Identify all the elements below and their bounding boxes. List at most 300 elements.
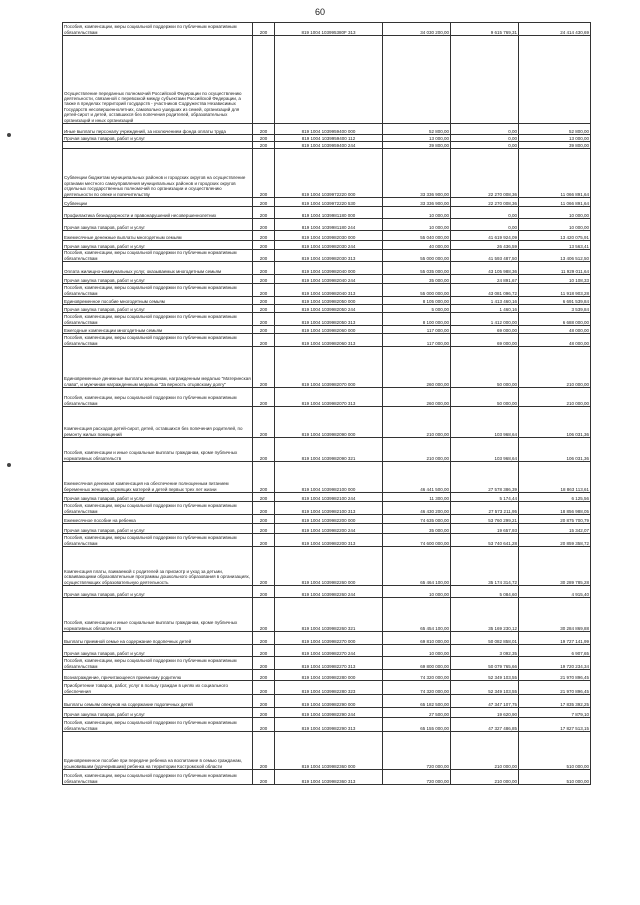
row-remaining-amount: 48 000,00 [519, 334, 591, 347]
row-planned-amount: 65 464 100,00 [383, 547, 451, 586]
table-row [63, 231, 591, 241]
row-classification-code: 819 1004 1039982090 321 [275, 438, 383, 462]
row-planned-amount: 27 500,00 [383, 708, 451, 718]
row-classification-code: 819 1004 1039982290 000 [275, 695, 383, 708]
row-name: Прочая закупка товаров, работ и услуг [63, 219, 253, 231]
row-name: Пособия, компенсации, меры социальной поддержки по публичным нормативным обязательствам [63, 23, 253, 36]
row-executed-amount: 50 000,00 [451, 388, 519, 407]
row-executed-amount: 210 000,00 [451, 732, 519, 770]
row-vr-code: 200 [253, 250, 275, 262]
table-row [63, 284, 591, 297]
row-vr-code: 200 [253, 586, 275, 598]
row-name [63, 142, 253, 149]
row-remaining-amount: 11 066 891,64 [519, 198, 591, 207]
row-planned-amount: 74 320 000,00 [383, 670, 451, 681]
table-row [63, 462, 591, 493]
row-name: Прочая закупка товаров, работ и услуг [63, 241, 253, 250]
table-row [63, 250, 591, 262]
table-row [63, 632, 591, 645]
row-vr-code: 200 [253, 515, 275, 524]
row-planned-amount: 13 000,00 [383, 135, 451, 142]
table-row [63, 695, 591, 708]
row-vr-code: 200 [253, 142, 275, 149]
row-planned-amount: 10 000,00 [383, 586, 451, 598]
row-remaining-amount: 10 000,00 [519, 219, 591, 231]
row-remaining-amount: 106 031,36 [519, 407, 591, 438]
table-row [63, 305, 591, 313]
row-vr-code: 200 [253, 598, 275, 632]
row-vr-code: 200 [253, 149, 275, 198]
row-classification-code: 819 1004 1039982050 000 [275, 297, 383, 305]
row-name: Единовременное пособие при передаче ребенка на воспитание в семью гражданам, усыновившим (удочерившим) ребенка на территории Костромской области [63, 732, 253, 770]
row-classification-code: 819 1004 1039982070 313 [275, 388, 383, 407]
row-planned-amount: 69 800 000,00 [383, 657, 451, 670]
row-vr-code: 200 [253, 732, 275, 770]
row-classification-code: 819 1004 1039982040 244 [275, 275, 383, 284]
row-classification-code: 819 1004 1039959400 244 [275, 142, 383, 149]
row-planned-amount: 11 300,00 [383, 493, 451, 502]
row-executed-amount: 47 327 486,85 [451, 718, 519, 732]
row-remaining-amount: 39 800,00 [519, 142, 591, 149]
row-name: Прочая закупка товаров, работ и услуг [63, 524, 253, 534]
row-vr-code: 200 [253, 681, 275, 695]
row-remaining-amount: 13 000,00 [519, 135, 591, 142]
row-classification-code: 819 1004 1039982200 000 [275, 515, 383, 524]
table-row [63, 334, 591, 347]
row-remaining-amount: 510 000,00 [519, 770, 591, 785]
row-name: Единовременные денежные выплаты женщинам, награжденным медалью "Материнская слава", и мужчинам награжденным медалью "За верность отцовскому долгу" [63, 347, 253, 388]
row-vr-code: 200 [253, 284, 275, 297]
row-planned-amount: 65 182 500,00 [383, 695, 451, 708]
row-vr-code: 200 [253, 198, 275, 207]
table-row [63, 708, 591, 718]
row-classification-code: 819 1004 1039982060 313 [275, 334, 383, 347]
row-vr-code: 200 [253, 347, 275, 388]
row-classification-code: 819 1004 1039982030 000 [275, 231, 383, 241]
row-executed-amount [451, 36, 519, 124]
row-vr-code: 200 [253, 670, 275, 681]
table-row [63, 732, 591, 770]
row-executed-amount: 52 349 103,55 [451, 681, 519, 695]
row-planned-amount: 33 336 900,00 [383, 149, 451, 198]
row-classification-code: 819 1004 1039959400 112 [275, 135, 383, 142]
row-classification-code: 819 1004 1039982270 313 [275, 657, 383, 670]
row-name: Прочая закупка товаров, работ и услуг [63, 275, 253, 284]
row-planned-amount: 8 100 000,00 [383, 313, 451, 326]
row-executed-amount: 1 412 000,00 [451, 313, 519, 326]
row-remaining-amount: 17 827 513,15 [519, 718, 591, 732]
row-classification-code: 819 1004 1039982260 244 [275, 586, 383, 598]
row-remaining-amount: 52 800,00 [519, 124, 591, 135]
row-remaining-amount: 6 688 000,00 [519, 313, 591, 326]
row-name: Пособия, компенсации, меры социальной поддержки по публичным нормативным обязательствам [63, 388, 253, 407]
row-vr-code: 200 [253, 632, 275, 645]
row-planned-amount: 35 000,00 [383, 275, 451, 284]
table-row [63, 681, 591, 695]
row-planned-amount: 117 000,00 [383, 326, 451, 334]
row-remaining-amount: 21 970 896,45 [519, 670, 591, 681]
row-remaining-amount: 11 918 903,28 [519, 284, 591, 297]
row-executed-amount: 24 891,67 [451, 275, 519, 284]
row-name: Оплата жилищно-коммунальных услуг, оказываемых многодетным семьям [63, 262, 253, 275]
row-remaining-amount: 20 859 358,72 [519, 534, 591, 547]
row-executed-amount: 103 968,64 [451, 438, 519, 462]
row-classification-code: 819 1004 1039982050 313 [275, 313, 383, 326]
row-planned-amount: 46 441 500,00 [383, 462, 451, 493]
row-vr-code: 200 [253, 462, 275, 493]
row-remaining-amount: 18 856 988,05 [519, 502, 591, 515]
row-planned-amount: 5 000,00 [383, 305, 451, 313]
table-row [63, 326, 591, 334]
row-remaining-amount: 7 879,10 [519, 708, 591, 718]
row-remaining-amount: 11 929 011,64 [519, 262, 591, 275]
row-vr-code: 200 [253, 262, 275, 275]
row-name: Пособия, компенсации и иные социальные выплаты гражданам, кроме публичных нормативных обязательств [63, 438, 253, 462]
table-row [63, 198, 591, 207]
table-row [63, 135, 591, 142]
row-name: Прочая закупка товаров, работ и услуг [63, 645, 253, 657]
row-executed-amount: 50 000,00 [451, 347, 519, 388]
row-executed-amount: 210 000,00 [451, 770, 519, 785]
row-name: Компенсация платы, взимаемой с родителей за присмотр и уход за детьми, осваивающими образовательные программы дошкольного образования в организациях, осуществляющих образовательную деятельность [63, 547, 253, 586]
row-vr-code: 200 [253, 657, 275, 670]
row-executed-amount: 53 740 641,28 [451, 534, 519, 547]
row-executed-amount: 5 084,60 [451, 586, 519, 598]
table-row [63, 142, 591, 149]
row-remaining-amount: 10 000,00 [519, 207, 591, 219]
row-planned-amount: 10 000,00 [383, 645, 451, 657]
row-remaining-amount: 18 863 113,61 [519, 462, 591, 493]
row-name: Пособия, компенсации, меры социальной поддержки по публичным нормативным обязательствам [63, 284, 253, 297]
row-classification-code: 819 1004 1039982270 244 [275, 645, 383, 657]
row-vr-code: 200 [253, 388, 275, 407]
row-classification-code: 819 1004 1039982200 313 [275, 534, 383, 547]
table-row [63, 670, 591, 681]
row-name: Субвенции бюджетам муниципальных районов и городских округов на осуществление органами местного самоуправления муниципальных районов и городских округов отдельных государственных полномочий по организации и осуществлению деятельности по опеке и попечительству [63, 149, 253, 198]
row-name: Иные выплаты персоналу учреждений, за исключением фонда оплаты труда [63, 124, 253, 135]
row-remaining-amount: 10 108,33 [519, 275, 591, 284]
row-vr-code: 200 [253, 207, 275, 219]
row-planned-amount: 55 000 000,00 [383, 284, 451, 297]
row-classification-code: 819 1004 1039982360 000 [275, 732, 383, 770]
row-planned-amount: 10 000,00 [383, 207, 451, 219]
row-vr-code: 200 [253, 305, 275, 313]
row-classification-code: 819 1004 1039982070 000 [275, 347, 383, 388]
row-classification-code: 819 1004 1039982280 000 [275, 670, 383, 681]
row-executed-amount: 35 169 230,12 [451, 598, 519, 632]
row-classification-code: 819 1004 1039981180 244 [275, 219, 383, 231]
row-remaining-amount: 21 970 896,45 [519, 681, 591, 695]
row-remaining-amount: 6 125,56 [519, 493, 591, 502]
row-name: Пособия, компенсации и иные социальные выплаты гражданам, кроме публичных нормативных обязательств [63, 598, 253, 632]
row-vr-code: 200 [253, 135, 275, 142]
row-remaining-amount: 24 414 430,69 [519, 23, 591, 36]
table-row [63, 149, 591, 198]
row-planned-amount: 39 800,00 [383, 142, 451, 149]
row-remaining-amount: 210 000,00 [519, 347, 591, 388]
row-name: Ежемесячное пособие на ребенка [63, 515, 253, 524]
row-planned-amount: 33 336 900,00 [383, 198, 451, 207]
row-vr-code: 200 [253, 493, 275, 502]
row-executed-amount: 3 092,35 [451, 645, 519, 657]
row-name: Ежегодные компенсации многодетным семьям [63, 326, 253, 334]
row-classification-code: 819 1004 1039982100 244 [275, 493, 383, 502]
row-vr-code [253, 36, 275, 124]
row-vr-code: 200 [253, 334, 275, 347]
row-planned-amount: 55 035 000,00 [383, 262, 451, 275]
table-row [63, 23, 591, 36]
row-remaining-amount: 13 406 512,50 [519, 250, 591, 262]
row-executed-amount: 43 081 096,72 [451, 284, 519, 297]
row-executed-amount: 5 174,44 [451, 493, 519, 502]
row-remaining-amount: 3 539,84 [519, 305, 591, 313]
row-planned-amount: 210 000,00 [383, 407, 451, 438]
row-vr-code: 200 [253, 407, 275, 438]
row-vr-code: 200 [253, 124, 275, 135]
row-remaining-amount: 106 031,36 [519, 438, 591, 462]
table-row [63, 347, 591, 388]
row-planned-amount: 260 000,00 [383, 347, 451, 388]
row-classification-code: 819 1004 1039972220 530 [275, 198, 383, 207]
row-classification-code: 819 1004 1039972220 000 [275, 149, 383, 198]
table-row [63, 598, 591, 632]
row-remaining-amount: 13 563,41 [519, 241, 591, 250]
row-executed-amount: 41 593 487,50 [451, 250, 519, 262]
row-classification-code: 819 1004 1039982030 313 [275, 250, 383, 262]
row-name: Пособия, компенсации, меры социальной поддержки по публичным нормативным обязательствам [63, 534, 253, 547]
row-classification-code: 819 1004 1039982100 000 [275, 462, 383, 493]
row-planned-amount: 8 105 000,00 [383, 297, 451, 305]
row-name: Прочая закупка товаров, работ и услуг [63, 135, 253, 142]
row-vr-code: 200 [253, 219, 275, 231]
row-vr-code: 200 [253, 23, 275, 36]
table-row [63, 36, 591, 124]
row-name: Прочая закупка товаров, работ и услуг [63, 305, 253, 313]
row-name: Пособия, компенсации, меры социальной поддержки по публичным нормативным обязательствам [63, 718, 253, 732]
row-classification-code: 819 1004 1039982200 244 [275, 524, 383, 534]
row-vr-code: 200 [253, 708, 275, 718]
row-executed-amount: 0,00 [451, 219, 519, 231]
row-planned-amount: 720 000,00 [383, 770, 451, 785]
row-executed-amount: 22 270 008,36 [451, 149, 519, 198]
row-vr-code: 200 [253, 695, 275, 708]
row-planned-amount [383, 36, 451, 124]
row-executed-amount: 69 000,00 [451, 326, 519, 334]
row-name: Пособия, компенсации, меры социальной поддержки по публичным нормативным обязательствам [63, 313, 253, 326]
row-executed-amount: 47 347 107,75 [451, 695, 519, 708]
row-executed-amount: 0,00 [451, 142, 519, 149]
row-planned-amount: 74 600 000,00 [383, 534, 451, 547]
row-planned-amount: 74 635 000,00 [383, 515, 451, 524]
table-row [63, 524, 591, 534]
row-executed-amount: 19 657,93 [451, 524, 519, 534]
row-name: Прочая закупка товаров, работ и услуг [63, 493, 253, 502]
table-row [63, 586, 591, 598]
row-vr-code: 200 [253, 297, 275, 305]
row-planned-amount: 34 030 200,00 [383, 23, 451, 36]
row-planned-amount: 10 000,00 [383, 219, 451, 231]
row-remaining-amount: 20 875 700,79 [519, 515, 591, 524]
table-row [63, 407, 591, 438]
row-name: Субвенции [63, 198, 253, 207]
row-planned-amount: 74 320 000,00 [383, 681, 451, 695]
row-classification-code: 819 1004 1039982360 313 [275, 770, 383, 785]
row-name: Профилактика безнадзорности и правонарушений несовершеннолетних [63, 207, 253, 219]
row-remaining-amount: 4 915,40 [519, 586, 591, 598]
row-executed-amount: 9 615 769,31 [451, 23, 519, 36]
row-remaining-amount: 11 066 891,64 [519, 149, 591, 198]
row-remaining-amount: 48 000,00 [519, 326, 591, 334]
row-classification-code: 819 1004 1039982290 244 [275, 708, 383, 718]
table-row [63, 219, 591, 231]
row-remaining-amount: 17 835 392,25 [519, 695, 591, 708]
row-vr-code: 200 [253, 547, 275, 586]
row-vr-code: 200 [253, 326, 275, 334]
row-vr-code: 200 [253, 275, 275, 284]
table-row [63, 438, 591, 462]
row-executed-amount: 50 079 765,66 [451, 657, 519, 670]
row-name: Компенсация расходов детей-сирот, детей, оставшихся без попечения родителей, по ремонту жилых помещений [63, 407, 253, 438]
row-classification-code: 819 1004 1039982290 313 [275, 718, 383, 732]
row-executed-amount: 0,00 [451, 124, 519, 135]
row-name: Выплаты семьям опекунов на содержание подопечных детей [63, 695, 253, 708]
row-vr-code: 200 [253, 645, 275, 657]
table-row [63, 534, 591, 547]
row-planned-amount: 46 430 200,00 [383, 502, 451, 515]
row-name: Единовременное пособие многодетным семьям [63, 297, 253, 305]
row-name: Ежемесячные денежные выплаты многодетным семьям [63, 231, 253, 241]
table-row [63, 388, 591, 407]
row-classification-code: 819 1004 1039982260 321 [275, 598, 383, 632]
row-executed-amount: 41 619 924,09 [451, 231, 519, 241]
table-row [63, 502, 591, 515]
row-executed-amount: 19 620,90 [451, 708, 519, 718]
row-planned-amount: 210 000,00 [383, 438, 451, 462]
row-name: Вознаграждение, причитающееся приемному родителю [63, 670, 253, 681]
row-executed-amount: 1 460,16 [451, 305, 519, 313]
row-executed-amount: 27 573 211,95 [451, 502, 519, 515]
row-name: Приобретение товаров, работ, услуг в пользу граждан в целях их социального обеспечения [63, 681, 253, 695]
row-remaining-amount: 6 691 539,84 [519, 297, 591, 305]
row-name: Пособия, компенсации, меры социальной поддержки по публичным нормативным обязательствам [63, 770, 253, 785]
row-executed-amount: 69 000,00 [451, 334, 519, 347]
row-classification-code: 819 1004 103995380F 313 [275, 23, 383, 36]
table-row [63, 515, 591, 524]
row-remaining-amount: 510 000,00 [519, 732, 591, 770]
row-planned-amount: 55 000 000,00 [383, 250, 451, 262]
table-row [63, 241, 591, 250]
table-row [63, 657, 591, 670]
row-executed-amount: 0,00 [451, 207, 519, 219]
row-planned-amount: 69 810 000,00 [383, 632, 451, 645]
row-remaining-amount: 30 284 869,88 [519, 598, 591, 632]
row-vr-code: 200 [253, 502, 275, 515]
row-name: Осуществление переданных полномочий Российской Федерации по осуществлению деятельности, связанной с перевозкой между субъектами Российской Федерации, а также в пределах территорий государств - участников Содружества Независимых Государств несовершеннолетних, самовольно ушедших из семей, организаций для детей-сирот и детей, оставшихся без попечения родителей, образовательных организаций и иных организаций [63, 36, 253, 124]
row-planned-amount: 40 000,00 [383, 241, 451, 250]
table-row [63, 493, 591, 502]
table-row [63, 275, 591, 284]
table-row [63, 718, 591, 732]
row-classification-code: 819 1004 1039982100 313 [275, 502, 383, 515]
row-vr-code: 200 [253, 438, 275, 462]
row-name: Ежемесячная денежная компенсация на обеспечение полноценным питанием беременных женщин, кормящих матерей и детей первых трех лет жизни [63, 462, 253, 493]
row-classification-code: 819 1004 1039982060 000 [275, 326, 383, 334]
row-executed-amount: 53 760 299,21 [451, 515, 519, 524]
table-row [63, 297, 591, 305]
binder-hole-bottom [7, 463, 11, 467]
row-name: Пособия, компенсации, меры социальной поддержки по публичным нормативным обязательствам [63, 657, 253, 670]
row-planned-amount: 52 800,00 [383, 124, 451, 135]
row-classification-code: 819 1004 1039959400 000 [275, 124, 383, 135]
row-vr-code: 200 [253, 770, 275, 785]
row-planned-amount: 117 000,00 [383, 334, 451, 347]
row-classification-code: 819 1004 1039982270 000 [275, 632, 383, 645]
row-planned-amount: 35 000,00 [383, 524, 451, 534]
row-executed-amount: 43 105 988,36 [451, 262, 519, 275]
row-executed-amount: 52 349 103,55 [451, 670, 519, 681]
row-classification-code: 819 1004 1039982040 000 [275, 262, 383, 275]
table-body [63, 23, 591, 785]
row-remaining-amount [519, 36, 591, 124]
row-planned-amount: 55 040 000,00 [383, 231, 451, 241]
row-vr-code: 200 [253, 231, 275, 241]
row-vr-code: 200 [253, 534, 275, 547]
row-remaining-amount: 6 907,65 [519, 645, 591, 657]
row-vr-code: 200 [253, 241, 275, 250]
row-remaining-amount: 13 420 075,91 [519, 231, 591, 241]
budget-execution-table [62, 22, 591, 785]
row-classification-code: 819 1004 1039982040 313 [275, 284, 383, 297]
row-vr-code: 200 [253, 524, 275, 534]
row-executed-amount: 35 174 314,72 [451, 547, 519, 586]
row-name: Выплаты приемной семье на содержание подопечных детей [63, 632, 253, 645]
row-classification-code: 819 1004 1039981180 000 [275, 207, 383, 219]
row-classification-code: 819 1004 1039982260 000 [275, 547, 383, 586]
row-planned-amount: 65 454 100,00 [383, 598, 451, 632]
table-row [63, 547, 591, 586]
row-planned-amount: 720 000,00 [383, 732, 451, 770]
table-row [63, 124, 591, 135]
row-planned-amount: 260 000,00 [383, 388, 451, 407]
row-remaining-amount: 19 720 234,34 [519, 657, 591, 670]
row-name: Пособия, компенсации, меры социальной поддержки по публичным нормативным обязательствам [63, 250, 253, 262]
row-classification-code [275, 36, 383, 124]
row-executed-amount: 1 413 460,16 [451, 297, 519, 305]
binder-hole-top [7, 133, 11, 137]
row-vr-code: 200 [253, 718, 275, 732]
row-name: Пособия, компенсации, меры социальной поддержки по публичным нормативным обязательствам [63, 334, 253, 347]
row-classification-code: 819 1004 1039982280 323 [275, 681, 383, 695]
row-classification-code: 819 1004 1039982090 000 [275, 407, 383, 438]
row-executed-amount: 27 578 386,39 [451, 462, 519, 493]
row-name: Прочая закупка товаров, работ и услуг [63, 586, 253, 598]
row-executed-amount: 103 968,64 [451, 407, 519, 438]
row-remaining-amount: 30 289 785,28 [519, 547, 591, 586]
row-executed-amount: 0,00 [451, 135, 519, 142]
page-number: 60 [314, 7, 325, 17]
table-row [63, 645, 591, 657]
row-remaining-amount: 15 342,07 [519, 524, 591, 534]
row-name: Прочая закупка товаров, работ и услуг [63, 708, 253, 718]
row-classification-code: 819 1004 1039982030 244 [275, 241, 383, 250]
row-planned-amount: 65 155 000,00 [383, 718, 451, 732]
row-remaining-amount: 19 727 141,99 [519, 632, 591, 645]
row-executed-amount: 26 436,59 [451, 241, 519, 250]
row-executed-amount: 50 082 858,01 [451, 632, 519, 645]
table-row [63, 313, 591, 326]
table-row [63, 262, 591, 275]
row-executed-amount: 22 270 008,36 [451, 198, 519, 207]
